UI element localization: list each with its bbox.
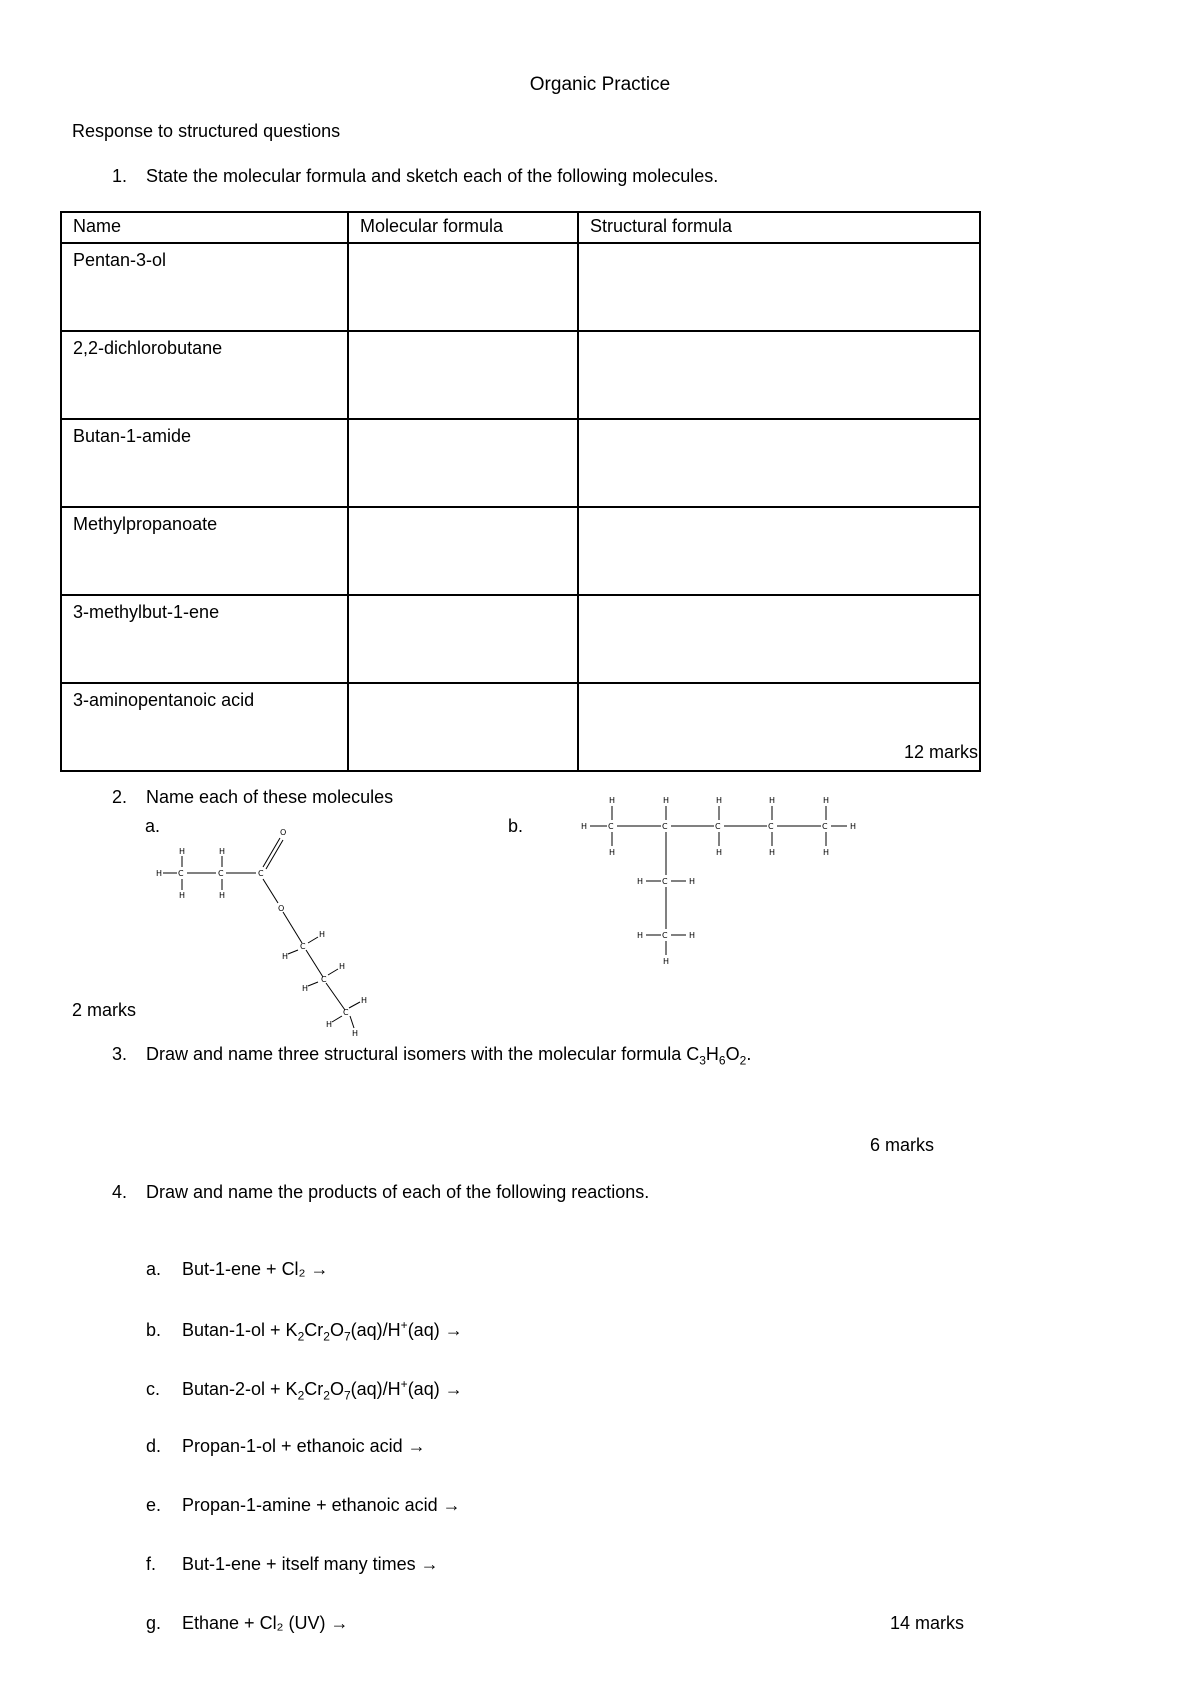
reaction-b <box>146 1318 463 1344</box>
reaction-text: But-1-ene + Cl₂ → <box>182 1259 329 1279</box>
atom-c: C <box>715 822 721 831</box>
answer-cell[interactable] <box>348 331 578 419</box>
question-3 <box>112 1044 751 1068</box>
atom-h: H <box>769 848 776 857</box>
atom-h: H <box>179 847 186 856</box>
atom-c: C <box>822 822 828 831</box>
reaction-label: d. <box>146 1436 162 1456</box>
answer-cell[interactable] <box>578 507 980 595</box>
atom-h: H <box>219 847 226 856</box>
atom-h: H <box>219 891 226 900</box>
atom-h: H <box>689 931 696 940</box>
answer-cell[interactable] <box>578 419 980 507</box>
atom-h: H <box>609 848 616 857</box>
page-title: Organic Practice <box>529 74 671 95</box>
question-text: Name each of these molecules <box>146 787 394 807</box>
reaction-label: g. <box>146 1613 162 1633</box>
atom-h: H <box>823 848 830 857</box>
reaction-label: a. <box>146 1259 162 1279</box>
atom-c: C <box>608 822 614 831</box>
molecule-a-diagram <box>150 820 380 1050</box>
atom-h: H <box>663 796 670 805</box>
atom-h: H <box>689 877 696 886</box>
table-row <box>61 419 980 507</box>
molecule-name: Pentan-3-ol <box>61 243 348 331</box>
answer-cell[interactable] <box>578 243 980 331</box>
header-structural-formula: Structural formula <box>578 212 980 243</box>
question-4 <box>112 1182 649 1203</box>
question-text: Draw and name three structural isomers with the molecular formula <box>146 1044 682 1064</box>
marks-q4: 14 marks <box>890 1613 965 1633</box>
reaction-d <box>146 1436 426 1457</box>
table-header-row <box>61 212 980 243</box>
marks-q1: 12 marks <box>903 742 978 762</box>
answer-cell[interactable] <box>578 331 980 419</box>
reaction-label: e. <box>146 1495 162 1515</box>
question-text: Draw and name the products of each of the following reactions. <box>146 1182 650 1202</box>
molecule-table <box>60 211 981 772</box>
atom-o: O <box>278 904 285 913</box>
atom-h: H <box>319 930 326 939</box>
answer-cell[interactable] <box>348 419 578 507</box>
molecule-name: Butan-1-amide <box>61 419 348 507</box>
atom-o: O <box>280 828 287 837</box>
atom-h: H <box>326 1020 333 1029</box>
atom-h: H <box>352 1029 359 1038</box>
part-a-label: a. <box>145 816 161 836</box>
answer-cell[interactable] <box>348 595 578 683</box>
molecule-name: 3-methylbut-1-ene <box>61 595 348 683</box>
atom-h: H <box>302 984 309 993</box>
reaction-label: f. <box>146 1554 157 1574</box>
reaction-g <box>146 1613 349 1634</box>
molecule-name: 3-aminopentanoic acid <box>61 683 348 771</box>
question-number: 1. <box>112 166 128 186</box>
atom-c: C <box>768 822 774 831</box>
atom-c: C <box>662 877 668 886</box>
atom-c: C <box>343 1008 349 1017</box>
table-row <box>61 331 980 419</box>
atom-h: H <box>823 796 830 805</box>
atom-h: H <box>581 822 588 831</box>
atom-h: H <box>637 931 644 940</box>
table-row <box>61 507 980 595</box>
marks-q3: 6 marks <box>870 1135 935 1155</box>
molecule-name: 2,2-dichlorobutane <box>61 331 348 419</box>
answer-cell[interactable] <box>578 595 980 683</box>
question-number: 4. <box>112 1182 128 1202</box>
question-number: 2. <box>112 787 128 807</box>
section-subtitle: Response to structured questions <box>72 121 341 141</box>
table-row <box>61 595 980 683</box>
atom-h: H <box>716 796 723 805</box>
reaction-text: Propan-1-ol + ethanoic acid → <box>182 1436 426 1456</box>
reaction-text: Ethane + Cl₂ (UV) → <box>182 1613 349 1633</box>
atom-h: H <box>663 957 670 966</box>
table-row <box>61 683 980 771</box>
molecule-b-diagram <box>575 790 875 980</box>
molecular-formula: $C_3H_6O_2$. <box>686 1044 752 1068</box>
atom-h: H <box>156 869 163 878</box>
atom-c: C <box>662 822 668 831</box>
reaction-text: Propan-1-amine + ethanoic acid → <box>182 1495 461 1515</box>
atom-h: H <box>637 877 644 886</box>
question-number: 3. <box>112 1044 128 1064</box>
reaction-f <box>146 1554 439 1575</box>
part-b-label: b. <box>508 816 524 836</box>
answer-cell[interactable] <box>348 683 578 771</box>
answer-cell[interactable] <box>348 507 578 595</box>
atom-c: C <box>300 942 306 951</box>
atom-h: H <box>769 796 776 805</box>
reaction-text: But-1-ene + itself many times → <box>182 1554 439 1574</box>
reaction-c <box>146 1377 463 1403</box>
atom-h: H <box>179 891 186 900</box>
reaction-text: $Butan-1-ol + K_2Cr_2O_7(aq)/H^+(aq)$ → <box>182 1318 463 1344</box>
header-name: Name <box>61 212 348 243</box>
header-molecular-formula: Molecular formula <box>348 212 578 243</box>
atom-c: C <box>321 975 327 984</box>
atom-h: H <box>609 796 616 805</box>
molecule-name: Methylpropanoate <box>61 507 348 595</box>
reaction-label: c. <box>146 1379 161 1399</box>
reaction-e <box>146 1495 461 1516</box>
question-text: State the molecular formula and sketch each of the following molecules. <box>146 166 719 186</box>
atom-h: H <box>361 996 368 1005</box>
atom-c: C <box>662 931 668 940</box>
reaction-a <box>146 1259 329 1280</box>
question-2 <box>112 787 393 808</box>
atom-h: H <box>716 848 723 857</box>
atom-c: C <box>218 869 224 878</box>
atom-h: H <box>282 952 289 961</box>
marks-q2: 2 marks <box>72 1000 137 1020</box>
table-row <box>61 243 980 331</box>
reaction-text: $Butan-2-ol + K_2Cr_2O_7(aq)/H^+(aq)$ → <box>182 1377 463 1403</box>
atom-h: H <box>850 822 857 831</box>
answer-cell[interactable] <box>348 243 578 331</box>
reaction-label: b. <box>146 1320 162 1340</box>
question-1 <box>112 166 718 187</box>
atom-c: C <box>258 869 264 878</box>
atom-c: C <box>178 869 184 878</box>
atom-h: H <box>339 962 346 971</box>
